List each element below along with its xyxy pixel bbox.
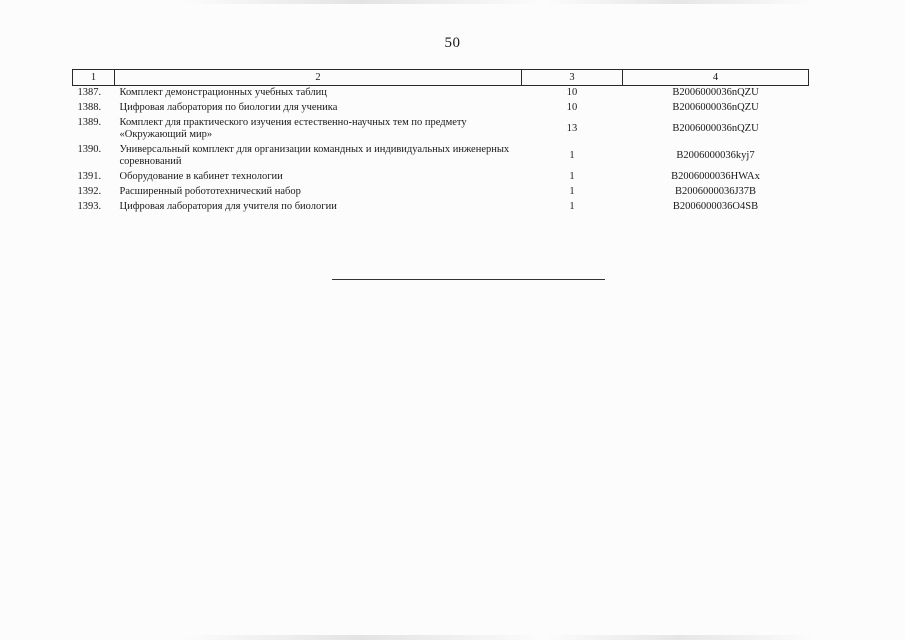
column-header-2: 2 — [115, 70, 522, 86]
item-name: Универсальный комплект для организации командных и индивидуальных инженерных соревнований — [119, 144, 510, 167]
table-row — [73, 86, 809, 102]
row-number: 1388. — [77, 102, 102, 113]
column-header-1: 1 — [73, 70, 115, 86]
item-name: Комплект демонстрационных учебных таблиц — [119, 87, 327, 98]
row-number: 1389. — [77, 117, 102, 128]
table-row — [73, 170, 809, 185]
table-row — [73, 101, 809, 116]
row-number: 1391. — [77, 171, 102, 182]
item-code: B2006000036J37B — [674, 186, 757, 197]
table-row — [73, 185, 809, 200]
item-quantity: 1 — [569, 186, 575, 197]
row-number: 1392. — [77, 186, 102, 197]
item-code: B2006000036O4SB — [672, 201, 759, 212]
page-number: 50 — [444, 35, 461, 51]
column-header-4: 4 — [623, 70, 809, 86]
column-header-3: 3 — [522, 70, 623, 86]
table-row — [73, 116, 809, 143]
item-name: Оборудование в кабинет технологии — [119, 171, 283, 182]
item-name: Цифровая лаборатория для учителя по биологии — [119, 201, 337, 212]
item-code: B2006000036kyj7 — [676, 150, 755, 161]
scan-edge-top — [0, 0, 905, 4]
row-number: 1387. — [77, 87, 102, 98]
item-quantity: 1 — [569, 201, 575, 212]
item-quantity: 10 — [566, 87, 578, 98]
table-row — [73, 200, 809, 215]
item-code: B2006000036nQZU — [672, 102, 759, 113]
item-code: B2006000036HWAx — [671, 171, 760, 182]
item-code: B2006000036nQZU — [672, 123, 759, 134]
item-quantity: 1 — [569, 171, 575, 182]
row-number: 1390. — [77, 144, 102, 155]
item-name: Расширенный робототехнический набор — [119, 186, 301, 197]
equipment-table — [72, 69, 809, 215]
item-code: B2006000036nQZU — [672, 87, 759, 98]
item-name: Цифровая лаборатория по биологии для ученика — [119, 102, 338, 113]
item-quantity: 10 — [566, 102, 578, 113]
end-of-list-divider — [332, 279, 605, 280]
row-number: 1393. — [77, 201, 102, 212]
scan-edge-bottom — [0, 635, 905, 640]
table-header-row — [73, 70, 809, 86]
equipment-table-container — [72, 69, 808, 215]
table-row — [73, 143, 809, 170]
item-quantity: 13 — [566, 123, 578, 134]
item-quantity: 1 — [569, 150, 575, 161]
item-name: Комплект для практического изучения естественно-научных тем по предмету «Окружающий мир» — [119, 117, 467, 140]
